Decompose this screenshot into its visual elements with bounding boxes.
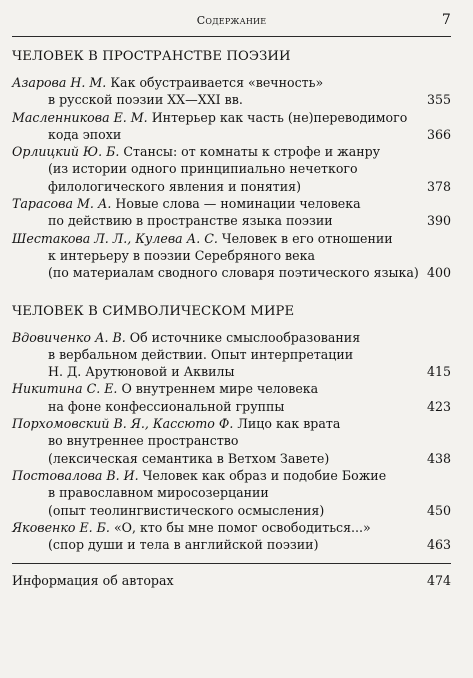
entry-first-line [12, 109, 407, 126]
toc-section [12, 47, 451, 282]
section-spacer [12, 282, 451, 292]
entry-page-number: 366 [426, 126, 451, 142]
header-rule [12, 36, 451, 37]
toc-entry-authors-info [12, 572, 451, 589]
entry-title-continuation: кода эпохи [48, 126, 122, 142]
toc-section [12, 302, 451, 554]
toc-entry [12, 109, 451, 144]
entry-title-continuation: к интерьеру в поэзии Серебряного века [48, 247, 315, 263]
footer-rule [12, 563, 451, 564]
entry-title-continuation: в православном миросозерцании [48, 485, 269, 501]
entry-first-line [12, 195, 407, 212]
entry-title: Как обустраивается «вечность» [110, 75, 324, 90]
authors-info-label: Информация об авторах [12, 573, 174, 589]
entry-first-line [12, 380, 407, 397]
entry-author: Яковенко Е. Б. [12, 519, 110, 535]
toc-entry [12, 143, 451, 195]
running-head-title: Содержание [196, 14, 267, 27]
entry-title: Интерьер как часть (не)переводимого [151, 109, 408, 125]
entry-title-continuation: (спор души и тела в английской поэзии) [48, 537, 319, 553]
entry-author: Орлицкий Ю. Б. [12, 144, 120, 160]
entry-author: Никитина С. Е. [12, 381, 118, 397]
entry-page-number: 450 [426, 502, 451, 518]
toc-entry [12, 329, 451, 381]
section-title: ЧЕЛОВЕК В ПРОСТРАНСТВЕ ПОЭЗИИ [12, 49, 291, 64]
entry-page-number: 390 [426, 213, 451, 229]
entry-title-continuation: филологического явления и понятия) [48, 178, 302, 194]
entry-first-line [12, 467, 407, 484]
entry-title-continuation: на фоне конфессиональной группы [48, 398, 285, 414]
entry-page-number: 400 [426, 265, 451, 281]
entry-title: О внутреннем мире человека [121, 381, 319, 397]
entry-title: Об источнике смыслообразования [129, 329, 361, 345]
entry-title-continuation: (лексическая семантика в Ветхом Завете) [48, 450, 330, 466]
section-title: ЧЕЛОВЕК В СИМВОЛИЧЕСКОМ МИРЕ [12, 303, 295, 319]
entry-author: Постовалова В. И. [12, 467, 139, 483]
entry-first-line [12, 230, 407, 247]
entry-first-line [12, 74, 407, 91]
entry-title-continuation: в вербальном действии. Опыт интерпретации [48, 346, 354, 362]
entry-page-number: 355 [426, 92, 451, 108]
entry-page-number: 438 [426, 450, 451, 466]
entry-title: Новые слова — номинации человека [115, 196, 361, 212]
entry-first-line [12, 415, 407, 432]
entry-title-continuation: Н. Д. Арутюновой и Аквилы [48, 364, 235, 380]
running-head [12, 14, 451, 34]
entry-author: Вдовиченко А. В. [12, 329, 126, 345]
entry-title-continuation: (из истории одного принципиально нечеткого [48, 161, 358, 177]
entry-title-continuation: по действию в пространстве языка поэзии [48, 213, 333, 229]
entry-page-number: 415 [426, 364, 451, 380]
entry-title-continuation: (по материалам сводного словаря поэтического языка) [48, 265, 419, 281]
folio-number: 7 [441, 12, 451, 28]
entry-page-number: 463 [426, 537, 451, 553]
entry-page-number: 423 [426, 398, 451, 414]
entry-first-line [12, 143, 407, 160]
entry-title: Человек как образ и подобие Божие [142, 467, 387, 483]
toc-entry [12, 415, 451, 467]
entry-author: Шестакова Л. Л., Кулева А. С. [12, 230, 218, 246]
toc-sections [12, 47, 451, 553]
entry-author: Тарасова М. А. [12, 196, 112, 212]
entry-title: «О, кто бы мне помог освободиться...» [113, 519, 371, 535]
toc-entry [12, 230, 451, 282]
entry-first-line [12, 329, 407, 346]
toc-entry [12, 519, 451, 554]
entry-author: Азарова Н. М. [12, 75, 107, 90]
entry-title: Лицо как врата [237, 416, 341, 432]
authors-info-page: 474 [426, 573, 451, 589]
entry-title-continuation: в русской поэзии XX—XXI вв. [48, 92, 243, 108]
toc-entry [12, 467, 451, 519]
entry-title-continuation: во внутреннее пространство [48, 433, 239, 449]
toc-entry [12, 74, 451, 109]
toc-entry [12, 380, 451, 415]
entry-first-line [12, 519, 407, 536]
entry-title: Человек в его отношении [221, 230, 393, 246]
entry-title: Стансы: от комнаты к строфе и жанру [123, 144, 381, 160]
toc-entry [12, 195, 451, 230]
entry-page-number: 378 [426, 178, 451, 194]
entry-title-continuation: (опыт теолингвистического осмысления) [48, 502, 325, 518]
entry-author: Порхомовский В. Я., Кассюто Ф. [12, 416, 234, 432]
entry-author: Масленникова Е. М. [12, 109, 148, 125]
